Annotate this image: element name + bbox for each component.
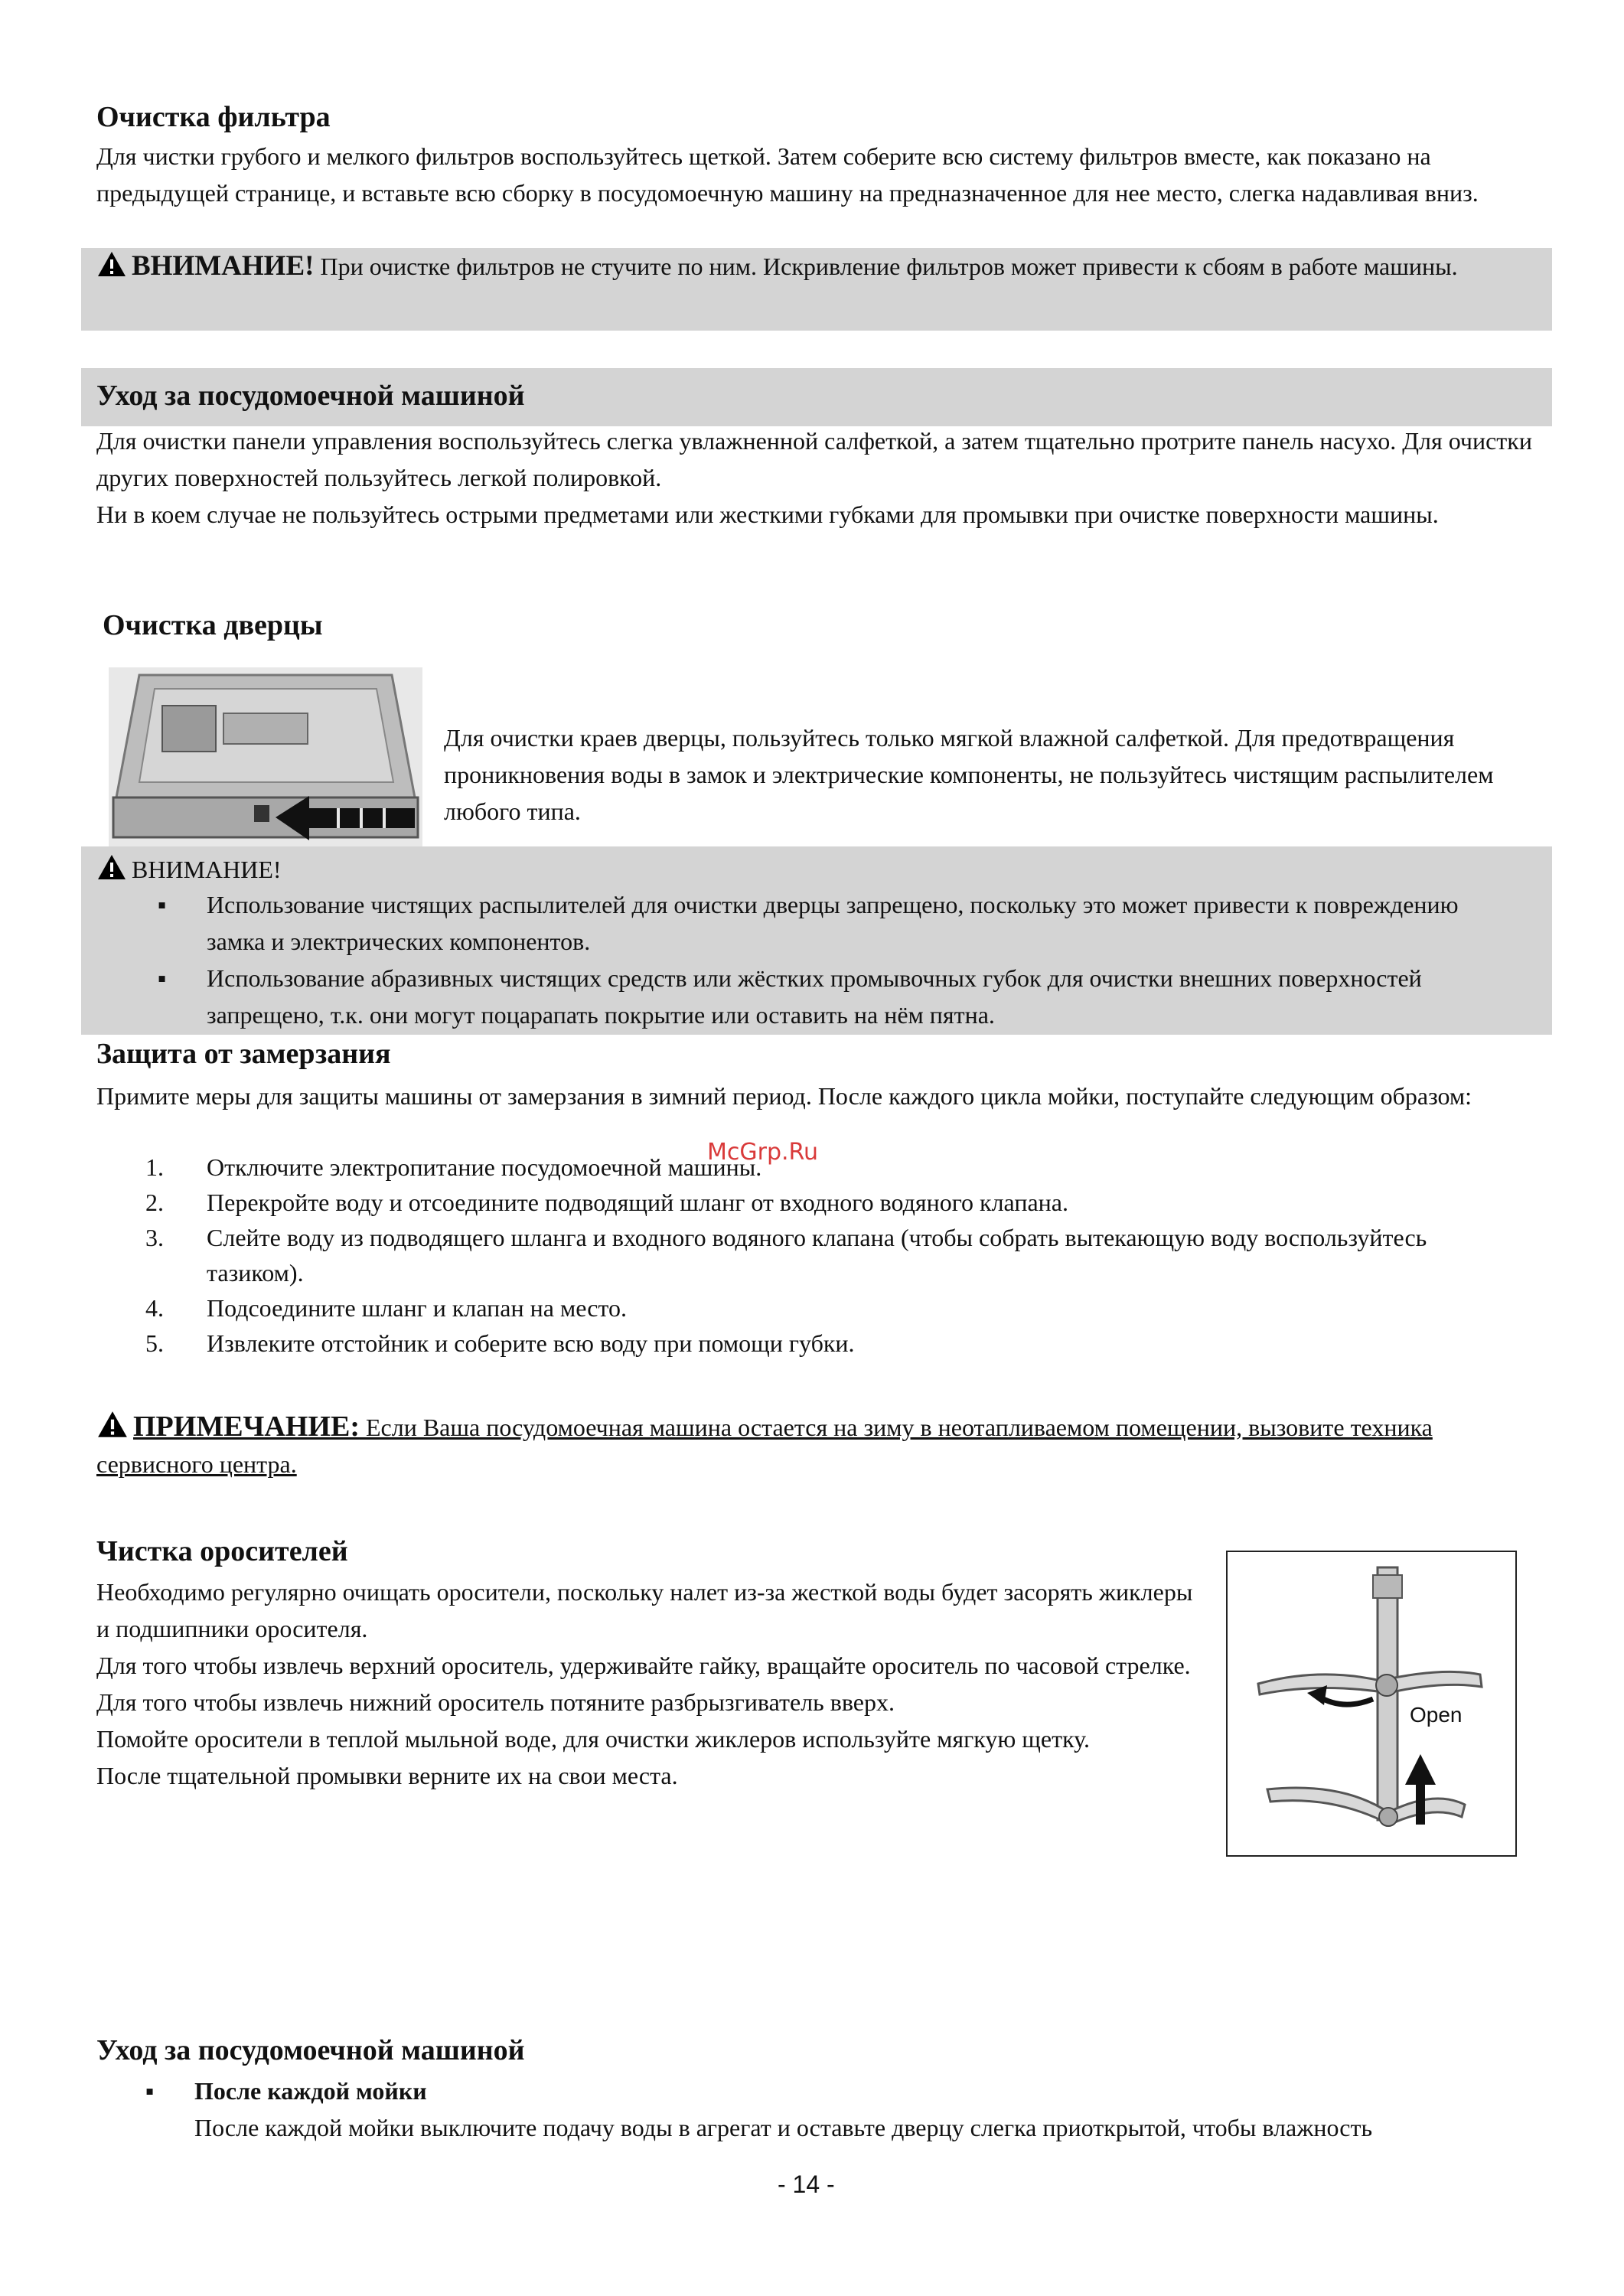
door-warning-label: ВНИМАНИЕ! <box>132 856 282 883</box>
door-text: Для очистки краев дверцы, пользуйтесь только мягкой влажной салфеткой. Для предотвращения проникновения воды в замок и электрические компоненты, не пользуйтесь чистящим распылителем любого типа. <box>444 724 1494 825</box>
warning-triangle-icon <box>96 250 127 278</box>
filter-warning-box <box>81 248 1552 331</box>
spray-arm-figure <box>1226 1551 1517 1857</box>
care2-bullet-text: После каждой мойки выключите подачу воды в агрегат и оставьте дверцу слегка приоткрытой, чтобы влажность <box>194 2114 1373 2141</box>
list-item: ▪ Использование чистящих распылителей для очистки дверцы запрещено, поскольку это может привести к повреждению замка и электрических компонентов. <box>96 886 1520 960</box>
care-title: Уход за посудомоечной машиной <box>96 380 525 412</box>
door-title: Очистка дверцы <box>103 609 323 641</box>
freeze-intro: Примите меры для защиты машины от замерзания в зимний период. После каждого цикла мойки, поступайте следующим образом: <box>96 1082 1472 1110</box>
door-image <box>109 667 422 848</box>
square-bullet-icon: ▪ <box>158 964 167 992</box>
care-paragraph-2: Ни в коем случае не пользуйтесь острыми предметами или жесткими губками для промывки при очистке поверхности машины. <box>96 501 1439 528</box>
sprayers-text: Необходимо регулярно очищать оросители, поскольку налет из-за жесткой воды будет засорять жиклеры и подшипники оросителя. Для того чтобы извлечь верхний ороситель, удерживайте гайку, вращайте ороситель по часовой стрелке. Для того чтобы извлечь нижний ороситель потяните разбрызгиватель вверх. Помойте оросители в теплой мыльной воде, для очистки жиклеров используйте мягкую щетку. После тщательной промывки верните их на свои места. <box>96 1578 1193 1789</box>
care2-bullet-title: После каждой мойки <box>194 2077 427 2105</box>
filter-warning <box>96 250 1458 282</box>
care2-list <box>96 2073 1543 2146</box>
watermark: McGrp.Ru <box>707 1139 819 1166</box>
freeze-note <box>96 1408 1543 1482</box>
page-number: - 14 - <box>778 2170 835 2198</box>
door-warning-box <box>81 846 1552 1035</box>
warning-triangle-icon <box>96 853 127 881</box>
list-item <box>96 2073 1543 2146</box>
freeze-note-label: ПРИМЕЧАНИЕ: <box>133 1411 360 1443</box>
filter-warning-text: При очистке фильтров не стучите по ним. Искривление фильтров может привести к сбоям в работе машины. <box>314 253 1458 280</box>
list-item: 4. Подсоедините шланг и клапан на место. <box>145 1294 627 1322</box>
figure-label: Open <box>1410 1703 1463 1727</box>
freeze-note-text: Если Ваша посудомоечная машина остается на зиму в неотапливаемом помещении, вызовите техника сервисного центра. <box>96 1414 1433 1478</box>
list-item: 1. Отключите электропитание посудомоечной машины. <box>145 1153 762 1181</box>
list-item: 2. Перекройте воду и отсоедините подводящий шланг от входного водяного клапана. <box>145 1189 1068 1216</box>
sprayers-title: Чистка оросителей <box>96 1535 348 1567</box>
list-item: 5. Извлеките отстойник и соберите всю воду при помощи губки. <box>145 1329 855 1357</box>
filter-title: Очистка фильтра <box>96 101 331 133</box>
filter-text: Для чистки грубого и мелкого фильтров воспользуйтесь щеткой. Затем соберите всю систему фильтров вместе, как показано на предыдущей странице, и вставьте всю сборку в посудомоечную машину на предназначенное для нее место, слегка надавливая вниз. <box>96 142 1479 207</box>
filter-warning-label: ВНИМАНИЕ! <box>132 250 315 282</box>
freeze-title: Защита от замерзания <box>96 1038 391 1070</box>
care-paragraph-1: Для очистки панели управления воспользуйтесь слегка увлажненной салфеткой, а затем тщательно протрите панель насухо. Для очистки других поверхностей пользуйтесь легкой полировкой. <box>96 427 1532 491</box>
list-item: 3. Слейте воду из подводящего шланга и входного водяного клапана (чтобы собрать вытекающую воду воспользуйтесь тазиком). <box>145 1224 1427 1287</box>
warning-triangle-icon <box>96 1410 129 1439</box>
door-warning-list <box>96 886 1520 1033</box>
spray-arm-image <box>1228 1552 1515 1855</box>
care2-title: Уход за посудомоечной машиной <box>96 2034 525 2066</box>
square-bullet-icon: ▪ <box>158 891 167 918</box>
list-item: ▪ Использование абразивных чистящих средств или жёстких промывочных губок для очистки внешних поверхностей запрещено, т.к. они могут поцарапать покрытие или оставить на нём пятна. <box>96 960 1520 1033</box>
square-bullet-icon: ▪ <box>145 2077 155 2105</box>
freeze-steps <box>96 1150 1474 1361</box>
door-warning-heading <box>96 851 282 888</box>
